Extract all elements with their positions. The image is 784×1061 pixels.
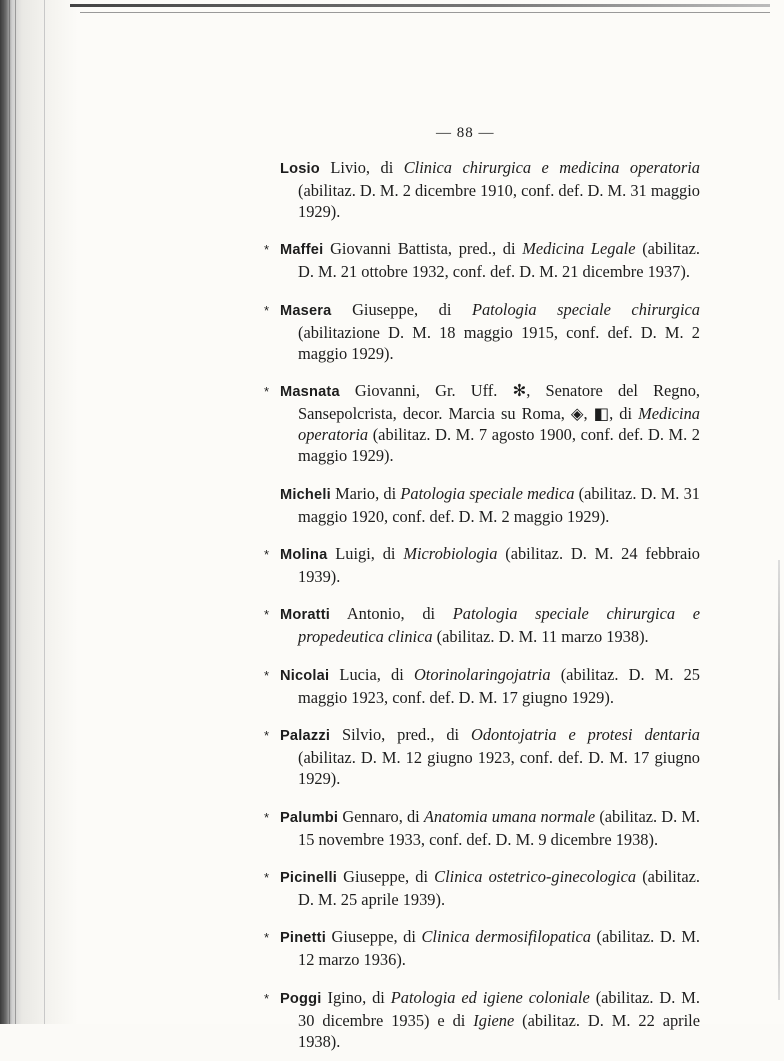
entry-text: (abilitaz. D. M. 25 aprile 1939).: [298, 866, 701, 909]
right-page-edge: [778, 560, 780, 1000]
entry-text: Mario, di: [330, 483, 401, 503]
entry-text: Giovanni Battista, pred., di: [323, 239, 523, 259]
entry-surname: Moratti: [280, 607, 331, 624]
entry-marker: *: [264, 990, 270, 1006]
entry-marker: *: [264, 869, 270, 885]
entry-surname: Poggi: [280, 990, 322, 1007]
entry-text: Giuseppe, di: [336, 866, 435, 886]
entry-text: (abilitaz. D. M. 15 novembre 1933, conf. def. D. M. 9 dicembre 1938).: [298, 806, 700, 849]
entry-text: Giuseppe, di: [326, 927, 422, 947]
entry-surname: Molina: [280, 546, 328, 563]
entry-surname: Palazzi: [280, 728, 331, 745]
entry-text: Igino, di: [321, 987, 391, 1007]
entry-text: (abilitaz. D. M. 25 maggio 1923, conf. def. D. M. 17 giugno 1929).: [298, 664, 701, 707]
entry-text: Gennaro, di: [338, 806, 424, 826]
binding-shadow-line: [3, 0, 4, 1024]
entry-text: (abilitaz. D. M. 7 agosto 1900, conf. def. D. M. 2 maggio 1929).: [298, 425, 700, 466]
list-item: [264, 238, 700, 282]
entry-field: Microbiologia: [403, 543, 498, 563]
entry-marker: *: [264, 384, 270, 400]
book-binding-edge: [0, 0, 78, 1024]
faculty-list: [264, 157, 700, 1061]
entry-marker: *: [264, 546, 270, 562]
entry-surname: Palumbi: [280, 809, 339, 826]
entry-text: (abilitaz. D. M. 11 marzo 1938).: [432, 627, 649, 647]
entry-text: (abilitaz. D. M. 31 maggio 1920, conf. def. D. M. 2 maggio 1929).: [298, 483, 700, 526]
entry-field: Patologia ed igiene coloniale: [390, 987, 590, 1007]
entry-marker: *: [264, 930, 270, 946]
top-page-edge-line: [80, 12, 770, 13]
entry-surname: Losio: [280, 161, 320, 177]
entry-field: Medicina Legale: [522, 239, 636, 259]
entry-surname: Maffei: [280, 242, 324, 259]
entry-marker: *: [264, 809, 270, 825]
entry-marker: *: [264, 242, 270, 258]
entry-text: Livio, di: [319, 158, 404, 177]
entry-text: Luigi, di: [327, 543, 404, 563]
entry-marker: *: [264, 667, 270, 683]
page-number: — 88 —: [436, 125, 495, 141]
entry-field: Patologia speciale chirurgica e propedeutica clinica: [298, 604, 700, 647]
entry-surname: Nicolai: [280, 667, 330, 684]
list-item: [264, 603, 700, 647]
entry-field: Igiene: [473, 1010, 515, 1030]
list-item: [264, 806, 700, 850]
top-page-edge: [70, 4, 770, 7]
list-item: [264, 157, 700, 222]
list-item: [264, 543, 700, 587]
binding-shadow-line: [15, 0, 16, 1024]
entry-field: Clinica chirurgica e medicina operatoria: [403, 158, 700, 177]
entry-field: Clinica ostetrico-ginecologica: [434, 866, 637, 886]
entry-field: Clinica dermosifilopatica: [421, 927, 591, 947]
entry-field: Otorinolaringojatria: [413, 664, 551, 684]
entry-text: (abilitaz. D. M. 22 aprile 1938).: [298, 1010, 701, 1051]
entry-text: (abilitaz. D. M. 30 dicembre 1935) e di: [298, 987, 700, 1030]
entry-marker: *: [264, 728, 270, 744]
entry-surname: Masera: [280, 302, 332, 319]
entry-marker: *: [264, 607, 270, 623]
list-item: [264, 724, 700, 789]
entry-surname: Masnata: [280, 384, 340, 401]
list-item: [264, 299, 700, 364]
entry-text: (abilitaz. D. M. 2 dicembre 1910, conf. def. D. M. 31 maggio 1929).: [298, 181, 700, 221]
entry-text: (abilitaz. D. M. 24 febbraio 1939).: [298, 543, 700, 586]
entry-text: (abilitaz. D. M. 12 marzo 1936).: [298, 927, 701, 970]
entry-marker: *: [264, 302, 270, 318]
binding-shadow-line: [44, 0, 45, 1024]
entry-text: Giuseppe, di: [331, 299, 472, 319]
entry-text: (abilitaz. D. M. 21 ottobre 1932, conf. def. D. M. 21 dicembre 1937).: [298, 239, 701, 282]
entry-text: Giovanni, Gr. Uff. ✻, Senatore del Regno, Sansepolcrista, decor. Marcia su Roma, ◈, ◧, di: [298, 381, 700, 424]
list-item: [264, 483, 700, 527]
entry-field: Medicina operatoria: [298, 404, 700, 445]
entry-field: Anatomia umana normale: [423, 806, 596, 826]
entry-text: Antonio, di: [330, 604, 453, 624]
list-item: [264, 380, 700, 466]
entry-field: Patologia speciale medica: [400, 483, 575, 503]
list-item: [264, 866, 700, 910]
entry-text: (abilitaz. D. M. 12 giugno 1923, conf. def. D. M. 17 giugno 1929).: [298, 748, 700, 789]
entry-surname: Micheli: [280, 486, 331, 503]
list-item: [264, 987, 700, 1052]
entry-surname: Pinetti: [280, 930, 326, 947]
entry-surname: Picinelli: [280, 869, 337, 886]
list-item: [264, 664, 700, 708]
entry-field: Odontojatria e protesi dentaria: [470, 725, 700, 745]
entry-text: Lucia, di: [329, 664, 414, 684]
list-item: [264, 926, 700, 970]
entry-field: Patologia speciale chirurgica: [471, 299, 701, 319]
entry-text: (abilitazione D. M. 18 maggio 1915, conf. def. D. M. 2 maggio 1929).: [298, 322, 700, 363]
binding-shadow-line: [9, 0, 10, 1024]
entry-text: Silvio, pred., di: [330, 725, 471, 745]
